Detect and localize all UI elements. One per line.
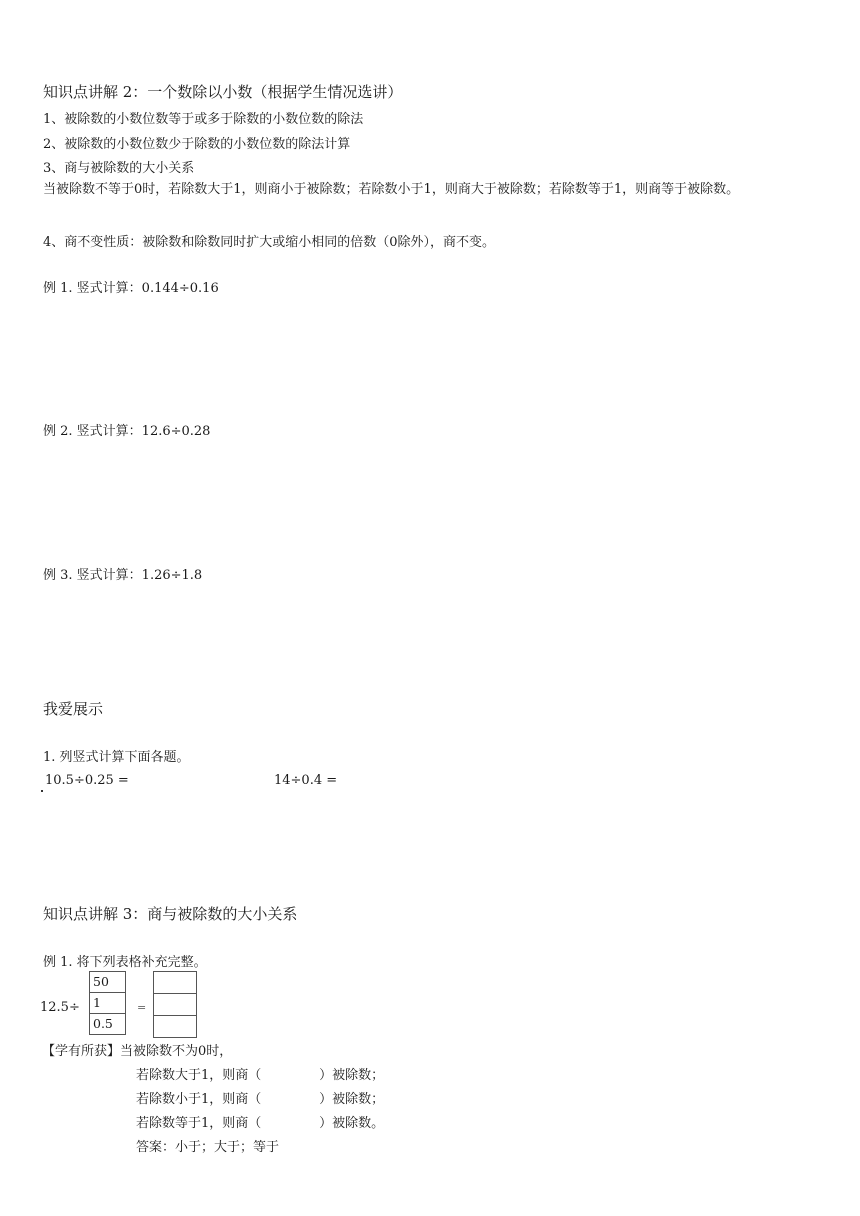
divisor-table (89, 971, 126, 1035)
example-3: 例 3. 竖式计算：1.26÷1.8 (43, 568, 203, 583)
divisor-cell: 1 (90, 993, 125, 1014)
rule-3: 若除数等于1，则商（ ）被除数。 (136, 1116, 385, 1131)
expression-1: 10.5÷0.25 = (45, 773, 129, 788)
example-2: 例 2. 竖式计算：12.6÷0.28 (43, 424, 211, 439)
show-title: 我爱展示 (43, 700, 104, 718)
rule-1: 若除数大于1，则商（ ）被除数； (136, 1068, 385, 1083)
section3-title: 知识点讲解 3：商与被除数的大小关系 (43, 905, 298, 923)
gain-label: 【学有所获】当被除数不为0时， (42, 1044, 233, 1059)
expression-2: 14÷0.4 = (274, 773, 338, 788)
divisor-cell: 0.5 (93, 1016, 113, 1031)
point-3-explanation: 当被除数不等于0时，若除数大于1，则商小于被除数；若除数小于1，则商大于被除数；若除数等于1，则商等于被除数。 (43, 182, 740, 197)
margin-dot (41, 790, 43, 792)
answer-cell[interactable] (154, 994, 196, 1016)
answer-table (153, 971, 197, 1038)
show-task: 1. 列竖式计算下面各题。 (43, 750, 190, 765)
point-4: 4、商不变性质：被除数和除数同时扩大或缩小相同的倍数（0除外），商不变。 (43, 235, 496, 250)
point-3: 3、商与被除数的大小关系 (43, 161, 195, 176)
answer-cell[interactable] (154, 1016, 196, 1037)
rule-2: 若除数小于1，则商（ ）被除数； (136, 1092, 385, 1107)
dividend-label: 12.5÷ (40, 1000, 80, 1015)
example-1: 例 1. 竖式计算：0.144÷0.16 (43, 281, 219, 296)
divisor-cell: 50 (90, 972, 125, 993)
answer-text: 答案：小于；大于；等于 (136, 1140, 280, 1155)
point-2: 2、被除数的小数位数少于除数的小数位数的除法计算 (43, 137, 351, 152)
section2-title: 知识点讲解 2：一个数除以小数（根据学生情况选讲） (43, 83, 403, 101)
answer-cell[interactable] (154, 972, 196, 994)
section3-example: 例 1. 将下列表格补充完整。 (43, 955, 207, 970)
equals-sign: = (137, 1001, 147, 1014)
point-1: 1、被除数的小数位数等于或多于除数的小数位数的除法 (43, 112, 364, 127)
